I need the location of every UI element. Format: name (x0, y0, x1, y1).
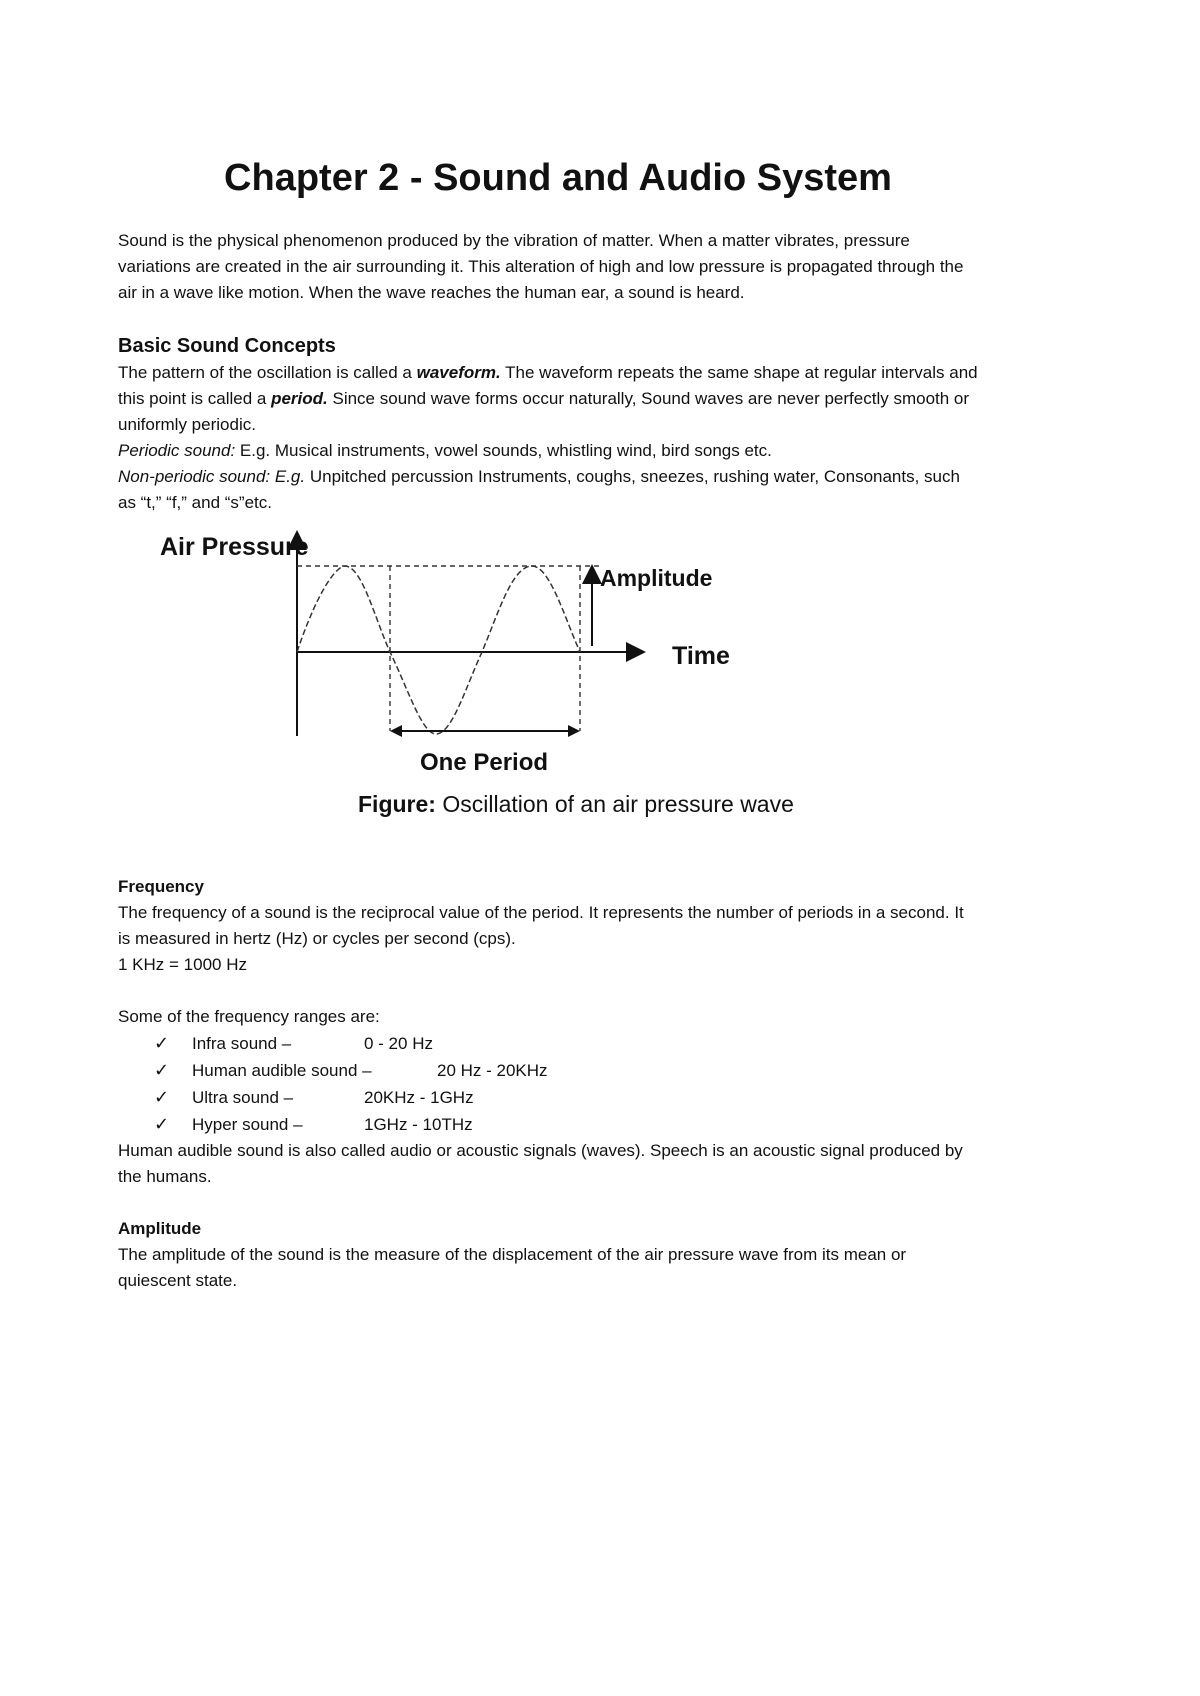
list-item (154, 1111, 978, 1138)
figure-caption (358, 791, 794, 817)
y-axis-label: Air Pressure (160, 533, 309, 561)
khz-conversion: 1 KHz = 1000 Hz (118, 955, 247, 974)
periodic-sound-line (118, 438, 978, 464)
waveform-diagram (160, 524, 860, 854)
frequency-definition: The frequency of a sound is the reciprocal value of the period. It represents the number of periods in a second. It is measured in hertz (Hz) or cycles per second (cps). (118, 903, 964, 948)
amplitude-heading: Amplitude (118, 1219, 202, 1238)
range-name: Infra sound – (192, 1034, 292, 1053)
ranges-intro: Some of the frequency ranges are: (118, 1007, 380, 1026)
amplitude-label: Amplitude (600, 565, 713, 591)
sine-wave (297, 566, 580, 734)
checkmark-icon: ✓ (154, 1114, 170, 1134)
one-period-arrow-right (568, 725, 580, 737)
chapter-title: Chapter 2 - Sound and Audio System (224, 157, 892, 199)
figure-caption-text: Oscillation of an air pressure wave (435, 791, 794, 817)
checkmark-icon: ✓ (154, 1087, 170, 1107)
nonperiodic-examples: Unpitched percussion Instruments, coughs, sneezes, rushing water, Consonants, such as “t,” “f,” and “s”etc. (118, 467, 960, 512)
waveform-paragraph (118, 360, 978, 438)
waveform-text-a: The pattern of the oscillation is called a (118, 363, 417, 382)
checkmark-icon: ✓ (154, 1033, 170, 1053)
basic-concepts-heading: Basic Sound Concepts (118, 335, 336, 357)
one-period-label: One Period (420, 749, 549, 776)
list-item (154, 1084, 978, 1111)
waveform-text-c: Since sound wave forms occur naturally, Sound waves are never perfectly smooth or uniformly periodic. (118, 389, 970, 434)
range-value: 1GHz - 10THz (364, 1115, 473, 1134)
period-term: period. (271, 389, 328, 408)
audible-note: Human audible sound is also called audio or acoustic signals (waves). Speech is an acoustic signal produced by the humans. (118, 1141, 963, 1186)
frequency-heading: Frequency (118, 877, 204, 896)
one-period-arrow-left (390, 725, 402, 737)
checkmark-icon: ✓ (154, 1060, 170, 1080)
intro-paragraph: Sound is the physical phenomenon produced by the vibration of matter. When a matter vibrates, pressure variations are created in the air surrounding it. This alteration of high and low pressure is propagated through the air in a wave like motion. When the wave reaches the human ear, a sound is heard. (118, 231, 964, 302)
list-item (154, 1030, 978, 1057)
document-content (118, 150, 978, 1294)
list-item (154, 1057, 978, 1084)
range-name: Ultra sound – (192, 1088, 294, 1107)
range-value: 20KHz - 1GHz (364, 1088, 474, 1107)
waveform-text-b: The waveform repeats the same shape at regular intervals and this point is called a (118, 363, 978, 408)
frequency-ranges-list (118, 1030, 978, 1138)
periodic-examples: E.g. Musical instruments, vowel sounds, whistling wind, bird songs etc. (235, 441, 772, 460)
range-name: Human audible sound – (192, 1061, 372, 1080)
x-axis-label: Time (672, 642, 730, 670)
nonperiodic-sound-line (118, 464, 978, 516)
range-name: Hyper sound – (192, 1115, 303, 1134)
amplitude-definition: The amplitude of the sound is the measure of the displacement of the air pressure wave from its mean or quiescent state. (118, 1245, 907, 1290)
range-value: 20 Hz - 20KHz (437, 1061, 548, 1080)
air-pressure-figure (160, 524, 860, 854)
nonperiodic-label: Non-periodic sound: E.g. (118, 467, 306, 486)
periodic-label: Periodic sound: (118, 441, 236, 460)
range-value: 0 - 20 Hz (364, 1034, 433, 1053)
waveform-term: waveform. (416, 363, 501, 382)
figure-caption-label: Figure: (358, 791, 436, 817)
